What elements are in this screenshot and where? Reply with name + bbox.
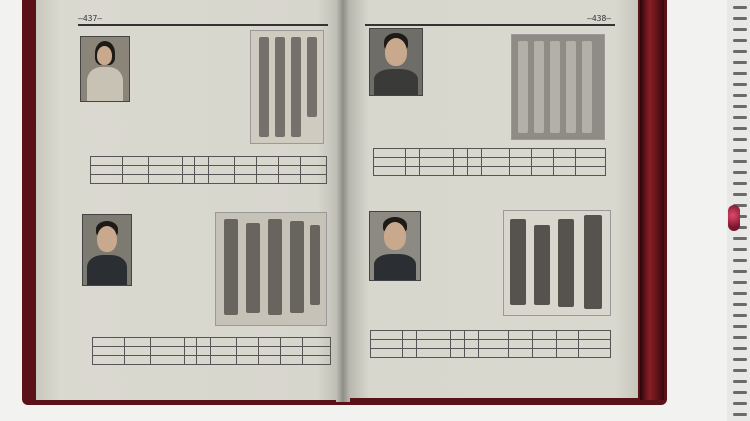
table-cell: [403, 349, 417, 358]
bio-line: [136, 306, 214, 315]
table-row: [374, 158, 606, 167]
table-cell: [465, 349, 479, 358]
table-cell: [532, 158, 554, 167]
spiral-coil: [733, 149, 747, 152]
table-cell: [420, 149, 454, 158]
table-cell: [123, 157, 149, 166]
table-cell: [259, 347, 281, 356]
table-cell: [303, 356, 331, 365]
bio-line: [136, 289, 214, 298]
table-cell: [468, 167, 482, 176]
table-cell: [279, 175, 301, 184]
price-table: [92, 337, 331, 365]
bio-line: [134, 41, 196, 50]
bio-line: [428, 113, 510, 122]
table-cell: [301, 175, 327, 184]
table-cell: [237, 338, 259, 347]
spiral-coil: [733, 182, 747, 185]
portrait-photo: [82, 214, 132, 286]
bio-line: [425, 311, 505, 320]
table-cell: [301, 166, 327, 175]
table-cell: [237, 356, 259, 365]
table-cell: [151, 356, 185, 365]
table-cell: [257, 157, 279, 166]
table-cell: [532, 149, 554, 158]
table-cell: [185, 347, 197, 356]
bio-line: [136, 272, 214, 281]
table-cell: [195, 157, 209, 166]
table-cell: [554, 149, 576, 158]
table-cell: [235, 175, 257, 184]
table-cell: [579, 331, 611, 340]
table-cell: [454, 149, 468, 158]
bio-line: [425, 243, 505, 252]
bio-line: [136, 263, 214, 272]
bio-line: [428, 79, 510, 88]
bio-line: [136, 297, 214, 306]
table-cell: [579, 340, 611, 349]
spiral-coil: [733, 347, 747, 350]
page-number-right: —438—: [587, 14, 612, 23]
calligraphy-sample: [250, 30, 324, 144]
table-cell: [151, 347, 185, 356]
table-cell: [374, 158, 406, 167]
table-cell: [417, 340, 451, 349]
table-cell: [185, 356, 197, 365]
spiral-coil: [733, 72, 747, 75]
table-cell: [211, 347, 237, 356]
header-rule-left: [78, 24, 328, 26]
bio-line: [134, 109, 196, 118]
bio-line: [136, 280, 214, 289]
table-cell: [479, 331, 509, 340]
bio-line: [425, 286, 505, 295]
table-cell: [279, 157, 301, 166]
table-cell: [209, 175, 235, 184]
bio-line: [134, 58, 196, 67]
spiral-coil: [733, 28, 747, 31]
table-cell: [149, 175, 183, 184]
pink-clip: [728, 205, 740, 231]
table-cell: [510, 149, 532, 158]
table-cell: [554, 167, 576, 176]
table-cell: [420, 167, 454, 176]
bio-line: [136, 246, 214, 255]
bio-line: [428, 122, 510, 131]
bio-line: [428, 37, 510, 46]
bio-line: [134, 83, 196, 92]
table-cell: [533, 331, 557, 340]
portrait-photo: [369, 28, 423, 96]
portrait-photo: [80, 36, 130, 102]
table-cell: [420, 158, 454, 167]
spiral-coil: [733, 380, 747, 383]
bio-line: [425, 303, 505, 312]
table-cell: [479, 340, 509, 349]
artist-name: [425, 209, 505, 218]
table-cell: [371, 349, 403, 358]
table-cell: [451, 331, 465, 340]
table-cell: [479, 349, 509, 358]
bio-line: [425, 269, 505, 278]
table-cell: [532, 167, 554, 176]
spiral-coil: [733, 314, 747, 317]
table-cell: [183, 175, 195, 184]
price-table: [370, 330, 611, 358]
table-cell: [482, 149, 510, 158]
table-cell: [557, 349, 579, 358]
header-rule-right: [365, 24, 615, 26]
spiral-coil: [733, 336, 747, 339]
bio-line: [428, 88, 510, 97]
artist-name: [428, 28, 510, 37]
table-cell: [557, 340, 579, 349]
table-cell: [257, 166, 279, 175]
table-cell: [281, 347, 303, 356]
table-cell: [197, 347, 211, 356]
price-table: [90, 156, 327, 184]
table-cell: [125, 338, 151, 347]
bio-line: [134, 75, 196, 84]
table-cell: [91, 166, 123, 175]
table-cell: [371, 331, 403, 340]
bio-line: [425, 235, 505, 244]
table-cell: [195, 166, 209, 175]
bio-line: [134, 66, 196, 75]
bio-line: [428, 71, 510, 80]
table-cell: [509, 331, 533, 340]
table-cell: [417, 331, 451, 340]
calligraphy-sample: [215, 212, 327, 326]
spiral-coil: [733, 94, 747, 97]
table-cell: [197, 356, 211, 365]
spiral-coil: [733, 281, 747, 284]
table-row: [91, 166, 327, 175]
table-cell: [259, 356, 281, 365]
spiral-coil: [733, 303, 747, 306]
spiral-coil: [733, 369, 747, 372]
table-cell: [576, 158, 606, 167]
artist-name: [136, 212, 214, 221]
table-cell: [509, 340, 533, 349]
table-cell: [482, 158, 510, 167]
table-cell: [281, 338, 303, 347]
table-cell: [235, 166, 257, 175]
bio-line: [136, 255, 214, 264]
table-cell: [451, 340, 465, 349]
table-cell: [125, 347, 151, 356]
spiral-coil: [733, 17, 747, 20]
bio-line: [425, 218, 505, 227]
table-cell: [303, 347, 331, 356]
spiral-coil: [733, 116, 747, 119]
table-cell: [149, 166, 183, 175]
table-row: [93, 356, 331, 365]
table-cell: [123, 166, 149, 175]
table-cell: [197, 338, 211, 347]
table-cell: [406, 167, 420, 176]
table-cell: [468, 158, 482, 167]
table-cell: [406, 158, 420, 167]
table-cell: [195, 175, 209, 184]
table-cell: [185, 338, 197, 347]
spiral-coil: [733, 61, 747, 64]
table-cell: [557, 331, 579, 340]
spiral-coil: [733, 138, 747, 141]
bio-line: [428, 130, 510, 139]
bio-line: [136, 238, 214, 247]
table-cell: [374, 149, 406, 158]
table-cell: [510, 167, 532, 176]
spiral-coil: [733, 171, 747, 174]
table-cell: [237, 347, 259, 356]
table-cell: [509, 349, 533, 358]
table-row: [93, 347, 331, 356]
artist-bio: [428, 28, 510, 139]
table-cell: [209, 166, 235, 175]
table-cell: [301, 157, 327, 166]
table-cell: [510, 158, 532, 167]
table-row: [374, 149, 606, 158]
table-cell: [211, 338, 237, 347]
table-cell: [149, 157, 183, 166]
spiral-coil: [733, 248, 747, 251]
table-cell: [183, 166, 195, 175]
bio-line: [428, 62, 510, 71]
artist-bio: [136, 212, 214, 314]
bio-line: [428, 96, 510, 105]
table-cell: [93, 338, 125, 347]
bio-line: [134, 49, 196, 58]
table-cell: [279, 166, 301, 175]
table-cell: [91, 175, 123, 184]
table-cell: [93, 347, 125, 356]
table-cell: [259, 338, 281, 347]
table-cell: [183, 157, 195, 166]
spiral-coil: [733, 127, 747, 130]
page-number-left: —437—: [78, 14, 103, 23]
table-cell: [209, 157, 235, 166]
table-cell: [123, 175, 149, 184]
table-row: [371, 340, 611, 349]
table-cell: [257, 175, 279, 184]
bio-line: [425, 294, 505, 303]
spiral-coil: [733, 39, 747, 42]
table-cell: [91, 157, 123, 166]
table-cell: [151, 338, 185, 347]
spiral-coil: [733, 358, 747, 361]
table-cell: [454, 158, 468, 167]
spiral-coil: [733, 237, 747, 240]
calligraphy-sample: [511, 34, 605, 140]
table-cell: [579, 349, 611, 358]
bio-line: [425, 252, 505, 261]
table-row: [93, 338, 331, 347]
table-cell: [403, 340, 417, 349]
table-cell: [406, 149, 420, 158]
table-cell: [576, 149, 606, 158]
table-row: [374, 167, 606, 176]
bio-line: [134, 100, 196, 109]
table-cell: [303, 338, 331, 347]
book-cover-edge: [640, 0, 664, 400]
bio-line: [136, 221, 214, 230]
spiral-coil: [733, 50, 747, 53]
table-cell: [576, 167, 606, 176]
table-cell: [465, 340, 479, 349]
spiral-coil: [733, 270, 747, 273]
spiral-coil: [733, 160, 747, 163]
bio-line: [425, 260, 505, 269]
table-cell: [468, 149, 482, 158]
table-cell: [93, 356, 125, 365]
price-table: [373, 148, 606, 176]
artist-name: [134, 32, 196, 41]
table-cell: [482, 167, 510, 176]
table-cell: [371, 340, 403, 349]
table-cell: [417, 349, 451, 358]
bio-line: [425, 226, 505, 235]
bio-line: [428, 105, 510, 114]
artist-bio: [425, 209, 505, 320]
bio-line: [428, 54, 510, 63]
spiral-coil: [733, 391, 747, 394]
table-row: [91, 175, 327, 184]
table-cell: [403, 331, 417, 340]
calligraphy-sample: [503, 210, 611, 316]
spiral-coil: [733, 105, 747, 108]
bio-line: [425, 277, 505, 286]
spiral-coil: [733, 6, 747, 9]
book-gutter: [336, 0, 350, 402]
artist-bio: [134, 32, 196, 117]
table-row: [371, 331, 611, 340]
portrait-photo: [369, 211, 421, 281]
spiral-coil: [733, 259, 747, 262]
spiral-coil: [733, 413, 747, 416]
table-cell: [533, 349, 557, 358]
bio-line: [428, 45, 510, 54]
spiral-coil: [733, 402, 747, 405]
table-cell: [125, 356, 151, 365]
spiral-coil: [733, 325, 747, 328]
table-cell: [235, 157, 257, 166]
table-cell: [533, 340, 557, 349]
spiral-coil: [733, 193, 747, 196]
table-cell: [554, 158, 576, 167]
table-row: [91, 157, 327, 166]
table-cell: [465, 331, 479, 340]
spiral-coil: [733, 292, 747, 295]
bio-line: [134, 92, 196, 101]
table-cell: [454, 167, 468, 176]
spiral-coil: [733, 83, 747, 86]
table-cell: [451, 349, 465, 358]
bio-line: [136, 229, 214, 238]
table-cell: [374, 167, 406, 176]
table-cell: [281, 356, 303, 365]
table-cell: [211, 356, 237, 365]
table-row: [371, 349, 611, 358]
